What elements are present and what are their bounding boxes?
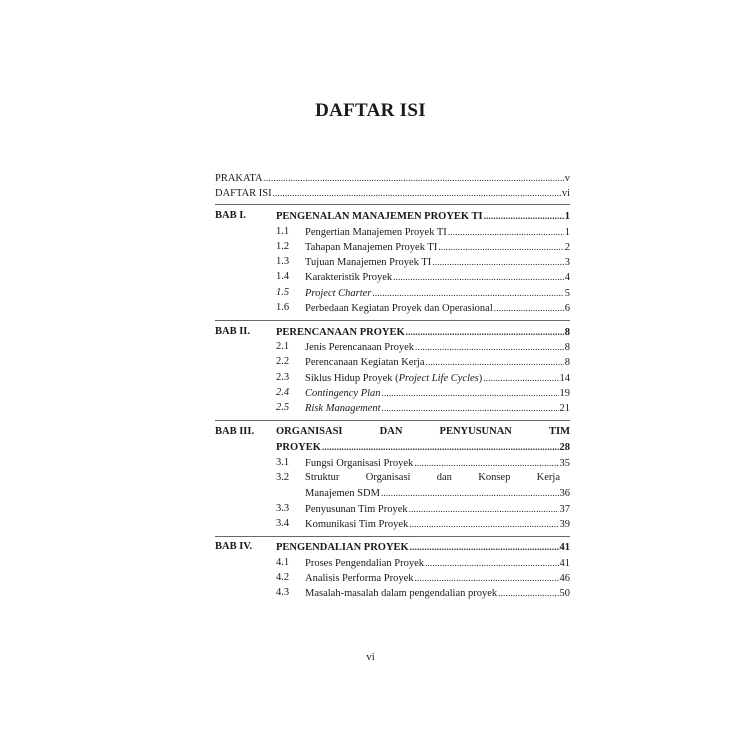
leader-dots xyxy=(414,571,558,585)
section-label: Penyusunan Tim Proyek xyxy=(305,504,408,515)
section-label: Perencanaan Kegiatan Kerja xyxy=(305,357,425,368)
toc-entry-1-4[interactable] xyxy=(305,270,570,284)
leader-dots xyxy=(498,586,558,600)
section-page: 8 xyxy=(564,357,570,368)
leader-dots xyxy=(406,325,564,339)
section-page: 36 xyxy=(559,488,570,499)
section-page: 37 xyxy=(559,504,570,515)
toc-entry-4-2[interactable] xyxy=(305,571,570,585)
section-page: 14 xyxy=(559,373,570,384)
toc-entry-prakata[interactable] xyxy=(215,171,570,185)
section-number: 2.2 xyxy=(276,356,290,367)
chapter-page: 8 xyxy=(564,327,570,338)
chapter-title: PERENCANAAN PROYEK xyxy=(276,327,405,338)
chapter-title: PENGENDALIAN PROYEK xyxy=(276,542,409,553)
section-label: Masalah-masalah dalam pengendalian proyek xyxy=(305,588,498,599)
leader-dots xyxy=(393,270,564,284)
section-number: 4.3 xyxy=(276,587,290,598)
toc-entry-1-2[interactable] xyxy=(305,240,570,254)
section-label: Karakteristik Proyek xyxy=(305,272,393,283)
section-number: 2.4 xyxy=(276,387,290,398)
leader-dots xyxy=(414,456,558,470)
section-page: 35 xyxy=(559,458,570,469)
section-number: 1.1 xyxy=(276,226,290,237)
section-page: 39 xyxy=(559,519,570,530)
toc-entry-1-3[interactable] xyxy=(305,255,570,269)
leader-dots xyxy=(426,355,564,369)
divider xyxy=(215,536,570,537)
page-number: vi xyxy=(366,651,375,663)
chapter-title-line: ORGANISASI DAN PENYUSUNAN TIM xyxy=(276,426,570,437)
section-page: 2 xyxy=(564,242,570,253)
section-label: Perbedaan Kegiatan Proyek dan Operasional xyxy=(305,303,493,314)
toc-entry-page: vi xyxy=(561,188,570,199)
divider xyxy=(215,204,570,205)
section-number: 3.3 xyxy=(276,503,290,514)
toc-entry-3-2[interactable] xyxy=(305,486,570,500)
leader-dots xyxy=(322,440,559,454)
toc-entry-1-6[interactable] xyxy=(305,301,570,315)
chapter-number: BAB III. xyxy=(215,426,255,437)
toc-entry-page: v xyxy=(564,173,570,184)
toc-chapter-4[interactable] xyxy=(276,540,570,554)
section-label: Siklus Hidup Proyek (Project Life Cycles) xyxy=(305,373,483,384)
section-number: 2.5 xyxy=(276,402,290,413)
section-number: 2.1 xyxy=(276,341,290,352)
leader-dots xyxy=(264,171,564,185)
chapter-number: BAB II. xyxy=(215,326,251,337)
leader-dots xyxy=(483,371,558,385)
toc-entry-label: PRAKATA xyxy=(215,173,263,184)
section-number: 1.6 xyxy=(276,302,290,313)
leader-dots xyxy=(484,209,564,223)
leader-dots xyxy=(410,540,559,554)
toc-entry-1-1[interactable] xyxy=(305,225,570,239)
toc-chapter-3[interactable] xyxy=(276,440,570,454)
section-number: 3.4 xyxy=(276,518,290,529)
toc-entry-2-2[interactable] xyxy=(305,355,570,369)
section-number: 3.1 xyxy=(276,457,290,468)
toc-entry-2-3[interactable] xyxy=(305,371,570,385)
section-page: 3 xyxy=(564,257,570,268)
section-number: 4.2 xyxy=(276,572,290,583)
section-page: 46 xyxy=(559,573,570,584)
toc-chapter-2[interactable] xyxy=(276,325,570,339)
chapter-number: BAB I. xyxy=(215,210,246,221)
section-page: 5 xyxy=(564,288,570,299)
section-label: Komunikasi Tim Proyek xyxy=(305,519,409,530)
section-page: 1 xyxy=(564,227,570,238)
leader-dots xyxy=(425,556,559,570)
leader-dots xyxy=(381,486,559,500)
section-number: 3.2 xyxy=(276,472,290,483)
toc-entry-2-1[interactable] xyxy=(305,340,570,354)
section-label: Pengertian Manajemen Proyek TI xyxy=(305,227,447,238)
section-number: 4.1 xyxy=(276,557,290,568)
leader-dots xyxy=(448,225,564,239)
toc-chapter-1[interactable] xyxy=(276,209,570,223)
toc-entry-2-4[interactable] xyxy=(305,386,570,400)
leader-dots xyxy=(432,255,563,269)
chapter-page: 1 xyxy=(564,211,570,222)
section-number: 1.5 xyxy=(276,287,290,298)
toc-entry-2-5[interactable] xyxy=(305,401,570,415)
section-number: 2.3 xyxy=(276,372,290,383)
section-label: Manajemen SDM xyxy=(305,488,380,499)
toc-entry-1-5[interactable] xyxy=(305,286,570,300)
section-page: 41 xyxy=(559,558,570,569)
section-label: Tujuan Manajemen Proyek TI xyxy=(305,257,432,268)
chapter-page: 41 xyxy=(559,542,570,553)
leader-dots xyxy=(372,286,563,300)
toc-entry-4-1[interactable] xyxy=(305,556,570,570)
leader-dots xyxy=(273,186,561,200)
divider xyxy=(215,420,570,421)
section-page: 21 xyxy=(559,403,570,414)
section-page: 50 xyxy=(559,588,570,599)
section-page: 6 xyxy=(564,303,570,314)
leader-dots xyxy=(438,240,563,254)
chapter-number: BAB IV. xyxy=(215,541,253,552)
leader-dots xyxy=(382,386,559,400)
section-page: 8 xyxy=(564,342,570,353)
section-label: Risk Management xyxy=(305,403,381,414)
section-label: Contingency Plan xyxy=(305,388,381,399)
leader-dots xyxy=(409,502,559,516)
toc-entry-4-3[interactable] xyxy=(305,586,570,600)
leader-dots xyxy=(382,401,559,415)
leader-dots xyxy=(494,301,564,315)
toc-entry-3-3[interactable] xyxy=(305,502,570,516)
divider xyxy=(215,320,570,321)
section-label: Project Charter xyxy=(305,288,372,299)
section-label: Tahapan Manajemen Proyek TI xyxy=(305,242,438,253)
chapter-title: PENGENALAN MANAJEMEN PROYEK TI xyxy=(276,211,483,222)
section-number: 1.2 xyxy=(276,241,290,252)
section-page: 19 xyxy=(559,388,570,399)
toc-entry-label: DAFTAR ISI xyxy=(215,188,272,199)
section-page: 4 xyxy=(564,272,570,283)
section-number: 1.3 xyxy=(276,256,290,267)
section-label: Proses Pengendalian Proyek xyxy=(305,558,424,569)
page-title: DAFTAR ISI xyxy=(315,100,426,121)
toc-entry-3-4[interactable] xyxy=(305,517,570,531)
section-label: Analisis Performa Proyek xyxy=(305,573,414,584)
leader-dots xyxy=(415,340,564,354)
section-label: Jenis Perencanaan Proyek xyxy=(305,342,415,353)
section-label-line: Struktur Organisasi dan Konsep Kerja xyxy=(305,472,560,483)
section-label: Fungsi Organisasi Proyek xyxy=(305,458,414,469)
section-number: 1.4 xyxy=(276,271,290,282)
leader-dots xyxy=(409,517,558,531)
chapter-page: 28 xyxy=(559,442,570,453)
toc-entry-daftar-isi[interactable] xyxy=(215,186,570,200)
toc-entry-3-1[interactable] xyxy=(305,456,570,470)
chapter-title: PROYEK xyxy=(276,442,321,453)
